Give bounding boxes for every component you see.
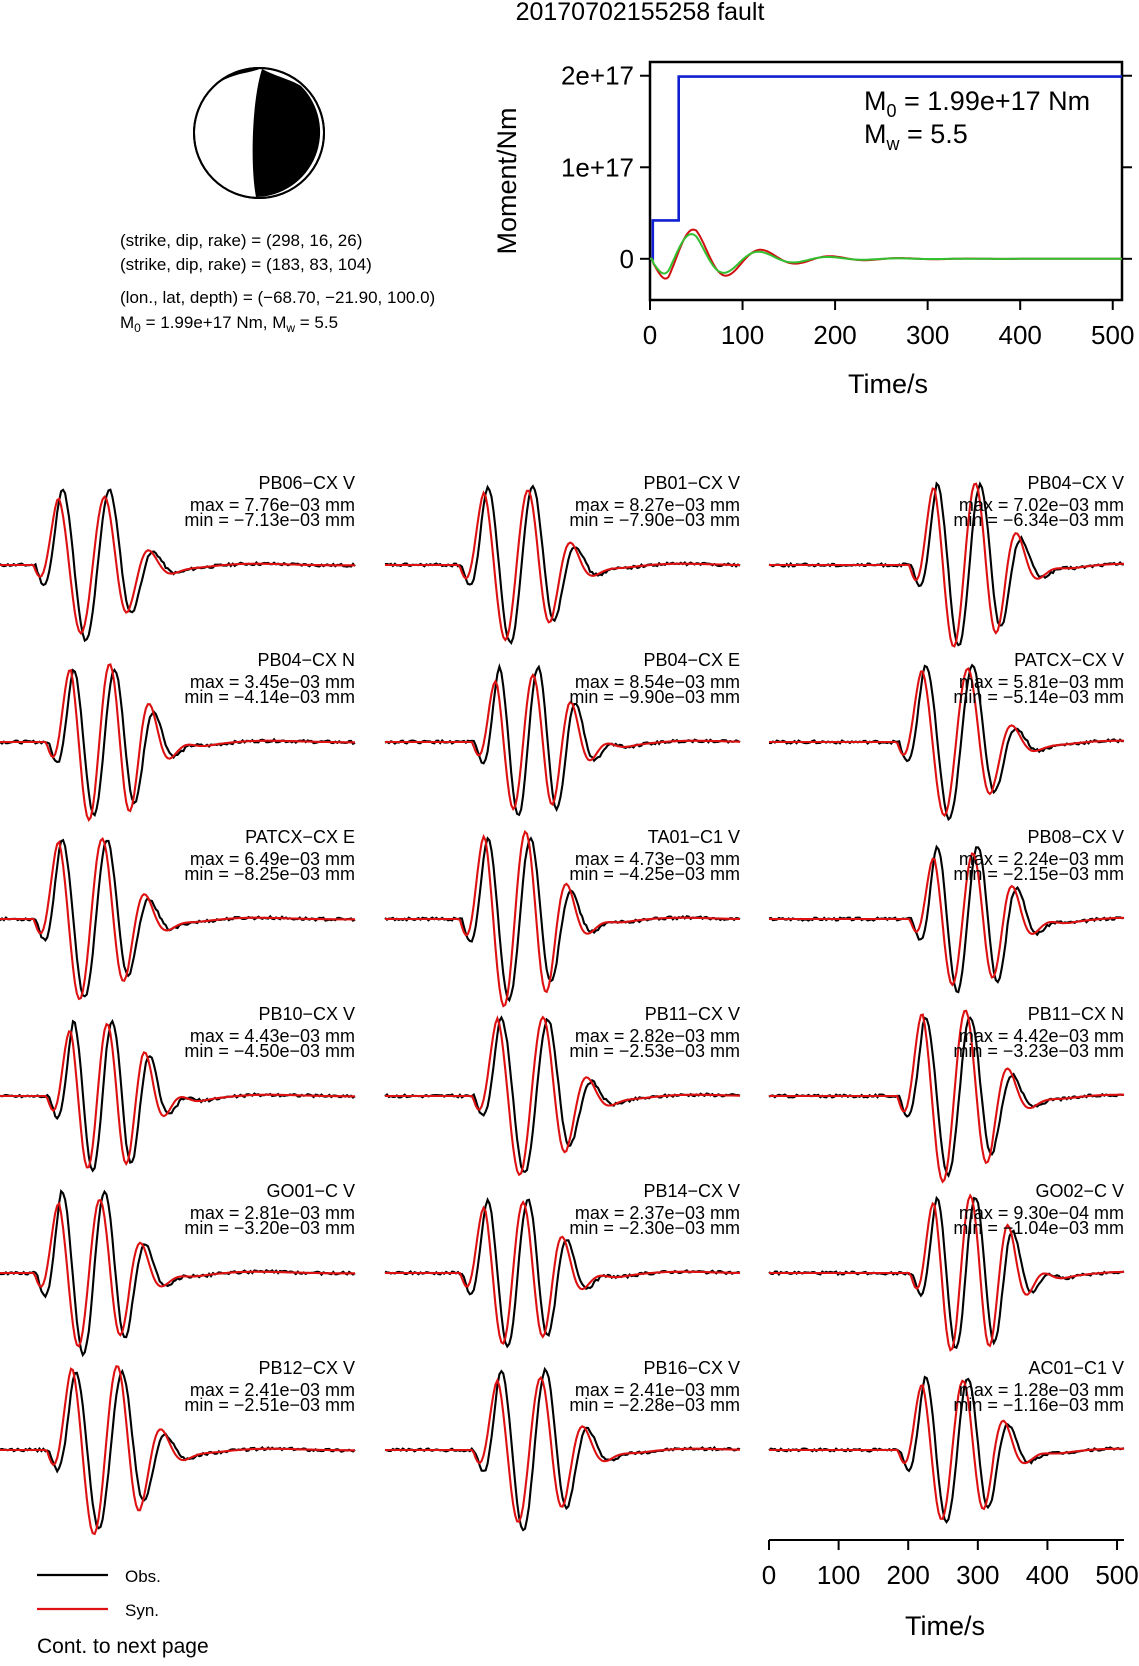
station-name: PB16−CX V [643, 1358, 740, 1378]
footer-continue: Cont. to next page [37, 1635, 209, 1658]
beachball-icon [194, 68, 324, 198]
mechanism-plane-1: (strike, dip, rake) = (298, 16, 26) [120, 231, 363, 250]
station-name: PB04−CX V [1027, 473, 1124, 493]
waveform-panel [0, 473, 355, 641]
waveform-panel [385, 1358, 740, 1530]
station-min: min = −2.53e−03 mm [569, 1041, 740, 1061]
moment-xtick-label: 0 [642, 320, 658, 350]
moment-ylabel: Moment/Nm [492, 107, 522, 255]
station-name: PATCX−CX E [245, 827, 355, 847]
station-max: max = 7.02e−03 mm [958, 495, 1124, 515]
mechanism-location: (lon., lat, depth) = (−68.70, −21.90, 100.0) [120, 288, 436, 307]
station-name: PB04−CX N [257, 650, 355, 670]
station-name: PB08−CX V [1027, 827, 1124, 847]
station-min: min = −4.25e−03 mm [569, 864, 740, 884]
waveform-panel [0, 827, 355, 999]
station-min: min = −4.14e−03 mm [184, 687, 355, 707]
station-name: PB12−CX V [258, 1358, 355, 1378]
moment-xtick-label: 200 [813, 320, 857, 350]
moment-xtick-label: 500 [1091, 320, 1135, 350]
station-min: min = −7.90e−03 mm [569, 510, 740, 530]
station-max: max = 2.41e−03 mm [574, 1380, 740, 1400]
mechanism-plane-2: (strike, dip, rake) = (183, 83, 104) [120, 255, 372, 274]
moment-ytick-label: 2e+17 [560, 60, 634, 91]
station-name: PB11−CX N [1027, 1004, 1124, 1024]
station-max: max = 2.41e−03 mm [189, 1380, 355, 1400]
station-name: TA01−C1 V [647, 827, 740, 847]
station-max: max = 2.37e−03 mm [574, 1203, 740, 1223]
station-min: min = −6.34e−03 mm [953, 510, 1124, 530]
waveform-panel [0, 1181, 355, 1355]
legend [37, 1567, 161, 1620]
station-max: max = 4.43e−03 mm [189, 1026, 355, 1046]
station-name: PB01−CX V [643, 473, 740, 493]
moment-xtick-label: 100 [720, 320, 765, 350]
waveform-xtick-label: 100 [816, 1560, 861, 1590]
waveform-time-axis [762, 1540, 1139, 1590]
waveform-panel [769, 650, 1124, 819]
station-max: max = 5.81e−03 mm [958, 672, 1124, 692]
waveform-panel [769, 1181, 1124, 1350]
waveform-xtick-label: 200 [886, 1560, 930, 1590]
waveform-panel [769, 827, 1124, 992]
waveform-xlabel: Time/s [905, 1611, 985, 1641]
waveform-panel [0, 650, 355, 820]
figure-title: 20170702155258 fault [515, 0, 765, 26]
station-name: PB14−CX V [643, 1181, 740, 1201]
waveform-panel [769, 473, 1124, 646]
station-min: min = −8.25e−03 mm [184, 864, 355, 884]
station-max: max = 9.30e−04 mm [958, 1203, 1124, 1223]
waveform-panel [769, 1004, 1124, 1182]
waveform-panel [385, 473, 740, 643]
moment-panel [492, 61, 1134, 399]
legend-obs-label: Obs. [125, 1567, 161, 1586]
mechanism-moment: $M_0 = 1.99e+17$ Nm, $M_w = 5.5$ [120, 313, 339, 335]
moment-xtick-label: 400 [998, 320, 1042, 350]
station-max: max = 8.27e−03 mm [574, 495, 740, 515]
station-min: min = −3.20e−03 mm [184, 1218, 355, 1238]
station-min: min = −2.28e−03 mm [569, 1395, 740, 1415]
moment-x-ticks [643, 300, 1135, 350]
station-max: max = 1.28e−03 mm [958, 1380, 1124, 1400]
station-min: min = −3.23e−03 mm [953, 1041, 1124, 1061]
legend-syn-label: Syn. [125, 1601, 160, 1620]
station-max: max = 2.82e−03 mm [574, 1026, 740, 1046]
moment-m0-label: $M_0 = 1.99e+17$ Nm [864, 86, 1091, 121]
waveform-panel [0, 1004, 355, 1171]
station-name: PB11−CX V [644, 1004, 740, 1024]
station-max: max = 6.49e−03 mm [189, 849, 355, 869]
moment-xtick-label: 300 [905, 320, 950, 350]
waveform-xtick-label: 400 [1025, 1560, 1070, 1590]
station-name: GO02−C V [1035, 1181, 1124, 1201]
waveform-panel [385, 827, 740, 1006]
station-max: max = 7.76e−03 mm [189, 495, 355, 515]
moment-rate-green-line [650, 234, 1122, 273]
station-min: min = −9.90e−03 mm [569, 687, 740, 707]
moment-ytick-label: 0 [619, 243, 634, 274]
station-min: min = −2.30e−03 mm [569, 1218, 740, 1238]
station-min: min = −4.50e−03 mm [184, 1041, 355, 1061]
waveform-grid [0, 473, 1124, 1534]
station-name: PATCX−CX V [1014, 650, 1124, 670]
waveform-xtick-label: 500 [1095, 1560, 1139, 1590]
moment-mw-label: $M_w = 5.5$ [864, 119, 968, 154]
waveform-panel [769, 1358, 1124, 1522]
station-name: AC01−C1 V [1028, 1358, 1124, 1378]
station-name: PB04−CX E [643, 650, 740, 670]
station-min: min = −1.04e−03 mm [953, 1218, 1124, 1238]
waveform-panel [385, 1004, 740, 1175]
station-max: max = 2.81e−03 mm [189, 1203, 355, 1223]
station-max: max = 8.54e−03 mm [574, 672, 740, 692]
station-min: min = −2.15e−03 mm [953, 864, 1124, 884]
waveform-xtick-label: 0 [761, 1560, 777, 1590]
station-max: max = 3.45e−03 mm [189, 672, 355, 692]
station-min: min = −2.51e−03 mm [184, 1395, 355, 1415]
moment-xlabel: Time/s [848, 369, 928, 399]
waveform-panel [385, 1181, 740, 1347]
station-min: min = −7.13e−03 mm [184, 510, 355, 530]
waveform-panel [385, 650, 740, 815]
station-name: GO01−C V [266, 1181, 355, 1201]
moment-ytick-label: 1e+17 [560, 152, 634, 183]
station-max: max = 4.73e−03 mm [574, 849, 740, 869]
waveform-panel [0, 1358, 355, 1534]
station-max: max = 4.42e−03 mm [958, 1026, 1124, 1046]
station-name: PB06−CX V [258, 473, 355, 493]
waveform-xtick-label: 300 [956, 1560, 1000, 1590]
station-min: min = −1.16e−03 mm [953, 1395, 1124, 1415]
station-max: max = 2.24e−03 mm [958, 849, 1124, 869]
station-min: min = −5.14e−03 mm [953, 687, 1124, 707]
station-name: PB10−CX V [258, 1004, 355, 1024]
